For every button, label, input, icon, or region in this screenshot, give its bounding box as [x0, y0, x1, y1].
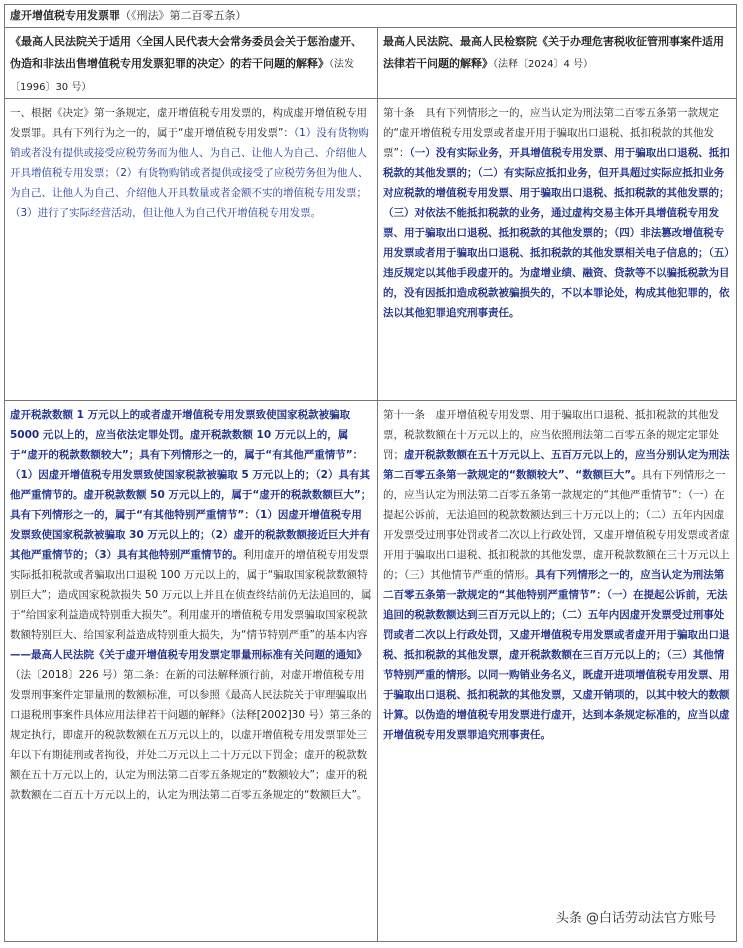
left-row1-items: （1）没有货物购销或者没有提供或接受应税劳务而为他人、为自己、让他人为自己、介绍他人开具增值税专用发票；（2）有货物购销或者提供或接受了应税劳务但为他人、为自己、让他人为自己、介绍他人开具数量或者金额不实的增值税专用发票；（3）进行了实际经营活动，但让他人为自己代开增值税专用发票。 — [10, 127, 369, 219]
left-row2-notice-body: （法〔2018〕226 号）第二条：在新的司法解释颁行前，对虚开增值税专用发票刑事案件定罪量刑的数额标准，可以参照《最高人民法院关于审理骗取出口退税刑事案件具体应用法律若干问题的解释》（法释[2002]30 号）第三条的规定执行，即虚开的税款数额在五万元以上的，以虚开增值税专用发票罪处三年以下有期徒刑或者拘役，并处二万元以上二十万元以下罚金；虚开的税款数额在五十万元以上的，认定为刑法第二百零五条规定的“数额较大”；虚开的税款数额在二百五十万元以上的，认定为刑法第二百零五条规定的“数额巨大”。 — [10, 669, 372, 801]
right-row2-intro: 第十一条 虚开增值税专用发票、用于骗取出口退税、抵扣税款的其他发票，税款数额在十万元以上的，应当依照刑法第二百零五条的规定定罪处罚； — [383, 409, 719, 461]
left-header-docno: （法发〔1996〕30 号） — [10, 59, 354, 93]
left-row2-cell — [4, 400, 378, 942]
right-header-docno: （法释〔2024〕4 号） — [493, 59, 593, 70]
right-row2-calculation: 以同一购销业务名义，既虚开进项增值税专用发票、用于骗取出口退税、抵扣税款的其他发票，又虚开销项的，以其中较大的数额计算。以伪造的增值税专用发票进行虚开，达到本条规定标准的，应当以虚开增值税专用发票罪追究刑事责任。 — [383, 669, 730, 741]
right-header-law: 最高人民法院、最高人民检察院《关于办理危害税收征管刑事案件适用法律若干问题的解释》 — [383, 35, 724, 70]
title-main: 虚开增值税专用发票罪 — [10, 9, 120, 22]
left-header-law: 《最高人民法院关于适用〈全国人民代表大会常务委员会关于惩治虚开、伪造和非法出售增值税专用发票犯罪的决定〉的若干问题的解释》 — [10, 35, 362, 70]
title-sub: （《刑法》第二百零五条） — [120, 9, 247, 22]
right-row2-amounts: 虚开税款数额在五十万元以上、五百万元以上的，应当分别认定为刑法第二百零五条第一款规定的“数额较大”、“数额巨大”。 — [383, 449, 730, 481]
left-row2-losses: 利用虚开的增值税专用发票实际抵扣税款或者骗取出口退税 100 万元以上的，属于“骗取国家税款数额特别巨大”；造成国家税款损失 50 万元以上并且在侦查终结前仍无法追回的，属于“给国家利益造成特别重大损失”。利用虚开的增值税专用发票骗取国家税款数额特别巨大、给国家利益造成特别重大损失，为“情节特别严重”的基本内容 — [10, 549, 372, 641]
right-row2-serious: 具有下列情形之一的，应当认定为刑法第二百零五条第一款规定的“其他严重情节”：（一）在提起公诉前，无法追回的税款数额达到三十万元以上的；（二）五年内因虚开发票受过刑事处罚或者二次以上行政处罚，又虚开增值税专用发票或者虚开用于骗取出口退税、抵扣税款的其他发票，虚开税款数额在三十万元以上的；（三）其他情节严重的情形。 — [383, 469, 730, 581]
right-column-header — [377, 27, 737, 99]
left-row1-cell — [4, 98, 378, 401]
right-row1-intro: 第十条 具有下列情形之一的，应当认定为刑法第二百零五条第一款规定的“虚开增值税专用发票或者虚开用于骗取出口退税、抵扣税款的其他发票”： — [383, 107, 719, 159]
table-title — [4, 4, 737, 28]
left-row2-thresholds: 虚开税款数额 1 万元以上的或者虚开增值税专用发票致使国家税款被骗取 5000 元以上的，应当依法定罪处罚。虚开税款数额 10 万元以上的，属于“虚开的税款数额较大”；具有下列情形之一的，属于“有其他严重情节”：（1）因虚开增值税专用发票致使国家税款被骗取 5 万元以上的；（2）具有其他严重情节的。虚开税款数额 50 万元以上的，属于“虚开的税款数额巨大”；具有下列情形之一的，属于“有其他特别严重情节”：（1）因虚开增值税专用发票致使国家税款被骗取 30 万元以上的；（2）虚开的税款数额接近巨大并有其他严重情节的；（3）具有其他特别严重情节的。 — [10, 409, 372, 561]
right-row2-very-serious: 具有下列情形之一的，应当认定为刑法第二百零五条第一款规定的“其他特别严重情节”：（一）在提起公诉前，无法追回的税款数额达到三百万元以上的；（二）五年内因虚开发票受过刑事处罚或者二次以上行政处罚，又虚开增值税专用发票或者虚开用于骗取出口退税、抵扣税款的其他发票，虚开税款数额在三百万元以上的；（三）其他情节特别严重的情形。 — [383, 569, 730, 681]
right-row1-items: （一）没有实际业务，开具增值税专用发票、用于骗取出口退税、抵扣税款的其他发票的；（二）有实际应抵扣业务，但开具超过实际应抵扣业务对应税款的增值税专用发票、用于骗取出口退税、抵扣税款的其他发票的；（三）对依法不能抵扣税款的业务，通过虚构交易主体开具增值税专用发票、用于骗取出口退税、抵扣税款的其他发票的；（四）非法篡改增值税专用发票或者用于骗取出口退税、抵扣税款的其他发票相关电子信息的；（五）违反规定以其他手段虚开的。为虚增业绩、融资、贷款等不以骗抵税款为目的，没有因抵扣造成税款被骗损失的，不以本罪论处，构成其他犯罪的，依法以其他犯罪追究刑事责任。 — [383, 147, 730, 319]
left-row2-notice-title: ——最高人民法院《关于虚开增值税专用发票定罪量刑标准有关问题的通知》 — [10, 649, 367, 661]
document-page — [4, 4, 737, 942]
left-row1-intro: 一、根据《决定》第一条规定，虚开增值税专用发票的，构成虚开增值税专用发票罪。具有下列行为之一的，属于“虚开增值税专用发票”： — [10, 107, 367, 139]
right-row1-cell — [377, 98, 737, 401]
left-column-header — [4, 27, 378, 99]
source-watermark: 头条 @白话劳动法官方账号 — [553, 907, 719, 926]
right-row2-cell — [377, 400, 737, 942]
